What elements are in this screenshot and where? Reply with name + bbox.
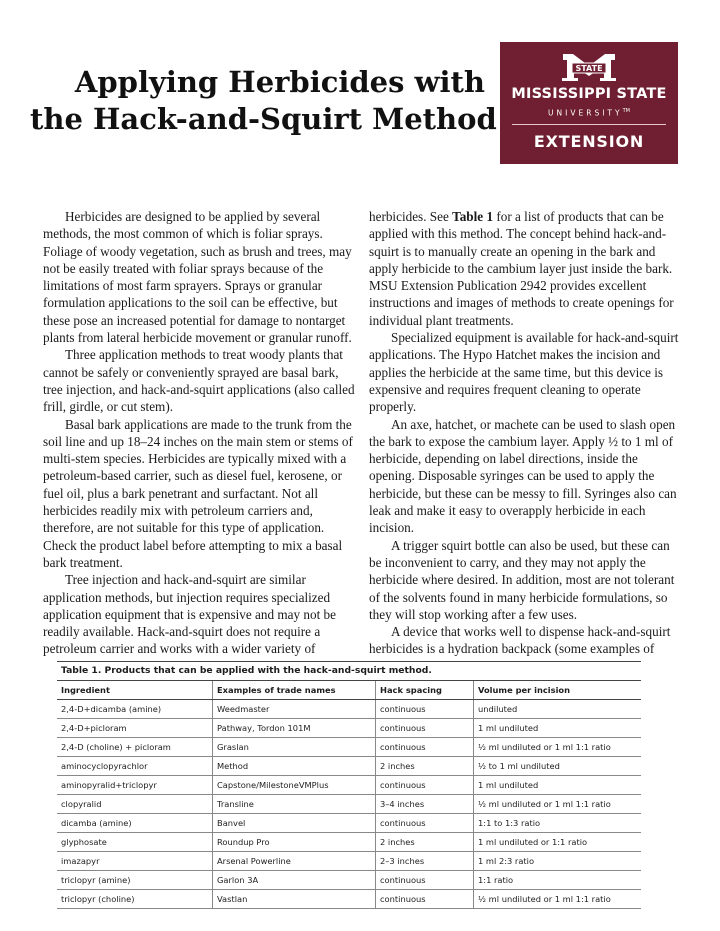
page-title [30, 64, 497, 138]
column-header: Hack spacing [376, 681, 474, 699]
logo-trademark: TM [622, 108, 630, 114]
body-paragraph: Herbicides are designed to be applied by several methods, the most common of which is foliar sprays. Foliage of woody vegetation, such as brush and trees, may not be easily treated with foliar sprays because of the limitations of most farm sprayers. Sprays or granular formulation applications to the soil can be effective, but these pose an increased potential for damage to nontarget plants from lateral herbicide movement or granular runoff. [43, 209, 352, 346]
column-header: Examples of trade names [213, 681, 376, 699]
table-cell: Weedmaster [213, 700, 376, 718]
table-cell: ½ ml undiluted or 1 ml 1:1 ratio [478, 742, 611, 752]
logo-name: MISSISSIPPI STATE [511, 86, 667, 102]
table-row [57, 852, 641, 871]
table-cell: clopyralid [57, 795, 213, 813]
table-row [57, 795, 641, 814]
table-row [57, 719, 641, 738]
table-cell: Roundup Pro [213, 833, 376, 851]
table-cell: Transline [213, 795, 376, 813]
table-cell: triclopyr (choline) [57, 890, 213, 908]
body-paragraph: Three application methods to treat woody plants that cannot be safely or conveniently sprayed are basal bark, tree injection, and hack-and-squirt applications (also called frill, girdle, or cut stem). [43, 347, 355, 415]
body-paragraph: Tree injection and hack-and-squirt are similar application methods, but injection requires specialized application equipment that is expensive and may not be readily available. Hack-and-squirt does not require a petroleum carrier and works with a wider variety of [43, 572, 336, 657]
table-cell: undiluted [478, 704, 518, 714]
table-row [57, 700, 641, 719]
body-paragraph: Specialized equipment is available for hack-and-squirt applications. The Hypo Hatchet makes the incision and applies the herbicide at the same time, but this device is expensive and requires frequent cleaning to operate properly. [369, 330, 679, 415]
table-cell: ½ to 1 ml undiluted [478, 761, 560, 771]
body-paragraph-continued: herbicides. See Table 1 for a list of products that can be applied with this method. The concept behind hack-and-squirt is to manually create an opening in the bark and apply herbicide to the cambium layer just inside the bark. MSU Extension Publication 2942 provides excellent instructions and images of methods to create openings for individual plant treatments. [369, 209, 674, 328]
table-cell: Graslan [213, 738, 376, 756]
table-cell: Vastlan [213, 890, 376, 908]
table-body [57, 700, 641, 909]
table-cell: continuous [376, 890, 474, 908]
table-cell: Banvel [213, 814, 376, 832]
table-cell: continuous [376, 776, 474, 794]
table-cell: 1:1 ratio [478, 875, 514, 885]
column-header: Ingredient [57, 681, 213, 699]
column-header: Volume per incision [478, 685, 571, 695]
body-paragraph: A device that works well to dispense hack-and-squirt herbicides is a hydration backpack (some examples of [369, 624, 671, 657]
table-cell: 1 ml undiluted [478, 723, 539, 733]
table-cell: Garlon 3A [213, 871, 376, 889]
logo-university: UNIVERSITY™ [548, 108, 630, 118]
table-cell: triclopyr (amine) [57, 871, 213, 889]
table-cell: Arsenal Powerline [213, 852, 376, 870]
table-cell: Capstone/MilestoneVMPlus [213, 776, 376, 794]
table-row [57, 871, 641, 890]
table-cell: continuous [376, 738, 474, 756]
body-paragraph: Basal bark applications are made to the trunk from the soil line and up 18–24 inches on the main stem or stems of multi-stem species. Herbicides are typically mixed with a petroleum-based carrier, such as diesel fuel, kerosene, or fuel oil, plus a bark penetrant and surfactant. Not all herbicides readily mix with petroleum carriers and, therefore, are not suitable for this type of application. Check the product label before attempting to mix a basal bark treatment. [43, 416, 353, 570]
products-table [57, 661, 641, 909]
table-cell: continuous [376, 871, 474, 889]
table-cell: aminopyralid+triclopyr [57, 776, 213, 794]
table-cell: 1 ml 2:3 ratio [478, 856, 535, 866]
logo-divider [512, 124, 666, 125]
table-cell: 1 ml undiluted [478, 780, 539, 790]
right-column [369, 208, 681, 658]
left-column [43, 208, 355, 658]
table-cell: continuous [376, 814, 474, 832]
msu-m-mark-icon [559, 52, 619, 82]
table-cell: 2 inches [376, 833, 474, 851]
table-cell: 1:1 to 1:3 ratio [478, 818, 541, 828]
logo-extension: EXTENSION [533, 132, 645, 151]
table-cell: continuous [376, 700, 474, 718]
table-cell: 2,4-D+dicamba (amine) [57, 700, 213, 718]
table-cell: 1 ml undiluted or 1:1 ratio [478, 837, 588, 847]
table-cell: ½ ml undiluted or 1 ml 1:1 ratio [478, 894, 611, 904]
table-cell: Method [213, 757, 376, 775]
table-reference: Table 1 [452, 209, 494, 224]
table-cell: 2,4-D (choline) + picloram [57, 738, 213, 756]
body-paragraph: An axe, hatchet, or machete can be used to slash open the bark to expose the cambium layer. Apply ½ to 1 ml of herbicide, depending on label directions, inside the opening. Disposable syringes can be used to apply the herbicide, but these can be messy to fill. Syringes also can leak and make it easy to overapply herbicide in each incision. [369, 416, 677, 536]
table-cell: continuous [376, 719, 474, 737]
msu-extension-logo [500, 42, 678, 164]
logo-badge-text: STATE [575, 64, 603, 73]
table-row [57, 757, 641, 776]
table-cell: glyphosate [57, 833, 213, 851]
title-line-1: Applying Herbicides with [74, 65, 485, 99]
table-row [57, 890, 641, 909]
body-paragraph: A trigger squirt bottle can also be used, but these can be inconvenient to carry, and they may not apply the herbicide where desired. In addition, most are not tolerant of the solvents found in many herbicide formulations, so they will stop working after a few uses. [369, 537, 675, 622]
table-cell: Pathway, Tordon 101M [213, 719, 376, 737]
table-caption: Table 1. Products that can be applied with the hack-and-squirt method. [57, 661, 641, 681]
table-cell: aminocyclopyrachlor [57, 757, 213, 775]
table-cell: 3–4 inches [376, 795, 474, 813]
table-cell: 2–3 inches [376, 852, 474, 870]
table-cell: ½ ml undiluted or 1 ml 1:1 ratio [478, 799, 611, 809]
table-cell: imazapyr [57, 852, 213, 870]
table-row [57, 814, 641, 833]
table-cell: 2,4-D+picloram [57, 719, 213, 737]
table-cell: dicamba (amine) [57, 814, 213, 832]
table-row [57, 833, 641, 852]
table-row [57, 776, 641, 795]
title-line-2: the Hack-and-Squirt Method [30, 102, 497, 136]
table-cell: 2 inches [376, 757, 474, 775]
table-header-row [57, 681, 641, 700]
table-row [57, 738, 641, 757]
